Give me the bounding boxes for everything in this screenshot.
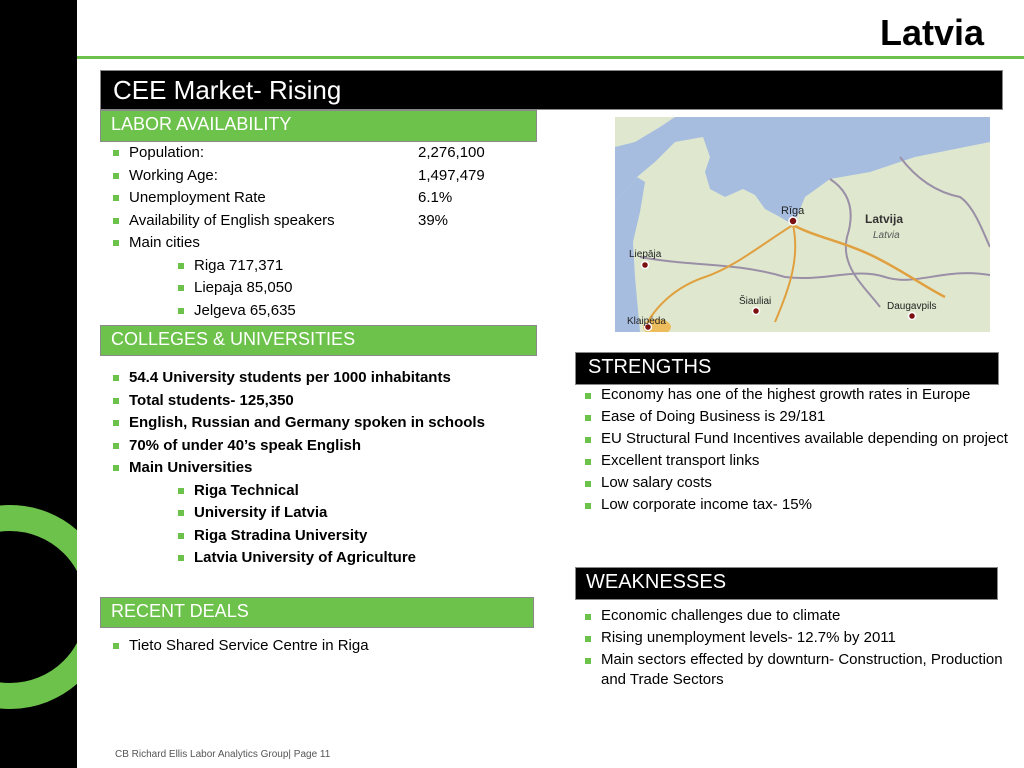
- map-city-riga: Rīga: [781, 205, 805, 217]
- college-item: Total students- 125,350: [111, 390, 531, 413]
- main-cities-item: Main cities: [111, 232, 531, 255]
- colleges-header: COLLEGES & UNIVERSITIES: [100, 325, 537, 356]
- footer-text: CB Richard Ellis Labor Analytics Group| Page 11: [115, 749, 331, 760]
- slide-title: Latvia: [879, 12, 984, 53]
- map-country-label-italic: Latvia: [873, 230, 900, 241]
- strength-item: Low corporate income tax- 15%: [583, 495, 1013, 515]
- map-city-siauliai: Šiauliai: [739, 296, 772, 307]
- city-item: Liepaja 85,050: [111, 277, 531, 300]
- labor-item: Availability of English speakers 39%: [111, 210, 531, 233]
- university-item: Riga Stradina University: [111, 525, 531, 548]
- strength-item: Low salary costs: [583, 473, 1013, 493]
- college-item: Main Universities: [111, 457, 531, 480]
- strengths-header: STRENGTHS: [575, 352, 999, 385]
- strength-item: Ease of Doing Business is 29/181: [583, 407, 1013, 427]
- college-item: English, Russian and Germany spoken in schools: [111, 412, 531, 435]
- strength-item: EU Structural Fund Incentives available depending on project: [583, 429, 1013, 449]
- college-item: 54.4 University students per 1000 inhabitants: [111, 367, 531, 390]
- colleges-list: [111, 367, 531, 570]
- university-item: Latvia University of Agriculture: [111, 547, 531, 570]
- strength-item: Economy has one of the highest growth rates in Europe: [583, 385, 1013, 405]
- university-item: University if Latvia: [111, 502, 531, 525]
- university-item: Riga Technical: [111, 480, 531, 503]
- weaknesses-header: WEAKNESSES: [575, 567, 998, 600]
- labor-item: Unemployment Rate 6.1%: [111, 187, 531, 210]
- city-item: Riga 717,371: [111, 255, 531, 278]
- weakness-item: Rising unemployment levels- 12.7% by 2011: [583, 628, 1013, 648]
- map-country-label: Latvija: [865, 212, 904, 226]
- labor-item: Working Age: 1,497,479: [111, 165, 531, 188]
- map-city-daugavpils: Daugavpils: [887, 301, 937, 312]
- latvia-map: [615, 117, 990, 332]
- weakness-item: Main sectors effected by downturn- Construction, Production and Trade Sectors: [583, 650, 1013, 690]
- labor-availability-header: LABOR AVAILABILITY: [100, 110, 537, 142]
- map-graphic: [615, 117, 990, 332]
- weaknesses-list: [583, 606, 1013, 692]
- city-item: Jelgeva 65,635: [111, 300, 531, 323]
- college-item: 70% of under 40’s speak English: [111, 435, 531, 458]
- deal-item: Tieto Shared Service Centre in Riga: [111, 635, 531, 658]
- left-sidebar-band: [0, 0, 77, 768]
- recent-deals-header: RECENT DEALS: [100, 597, 534, 628]
- decorative-ring: [0, 505, 77, 709]
- deals-list: [111, 635, 531, 658]
- weakness-item: Economic challenges due to climate: [583, 606, 1013, 626]
- main-header: CEE Market- Rising: [100, 70, 1003, 110]
- map-city-liepaja: Liepāja: [629, 249, 662, 260]
- labor-item: Population: 2,276,100: [111, 142, 531, 165]
- labor-list: [111, 142, 531, 322]
- map-city-klaipeda: Klaipėda: [627, 316, 666, 327]
- strengths-list: [583, 385, 1013, 517]
- title-underline: [77, 56, 1024, 59]
- strength-item: Excellent transport links: [583, 451, 1013, 471]
